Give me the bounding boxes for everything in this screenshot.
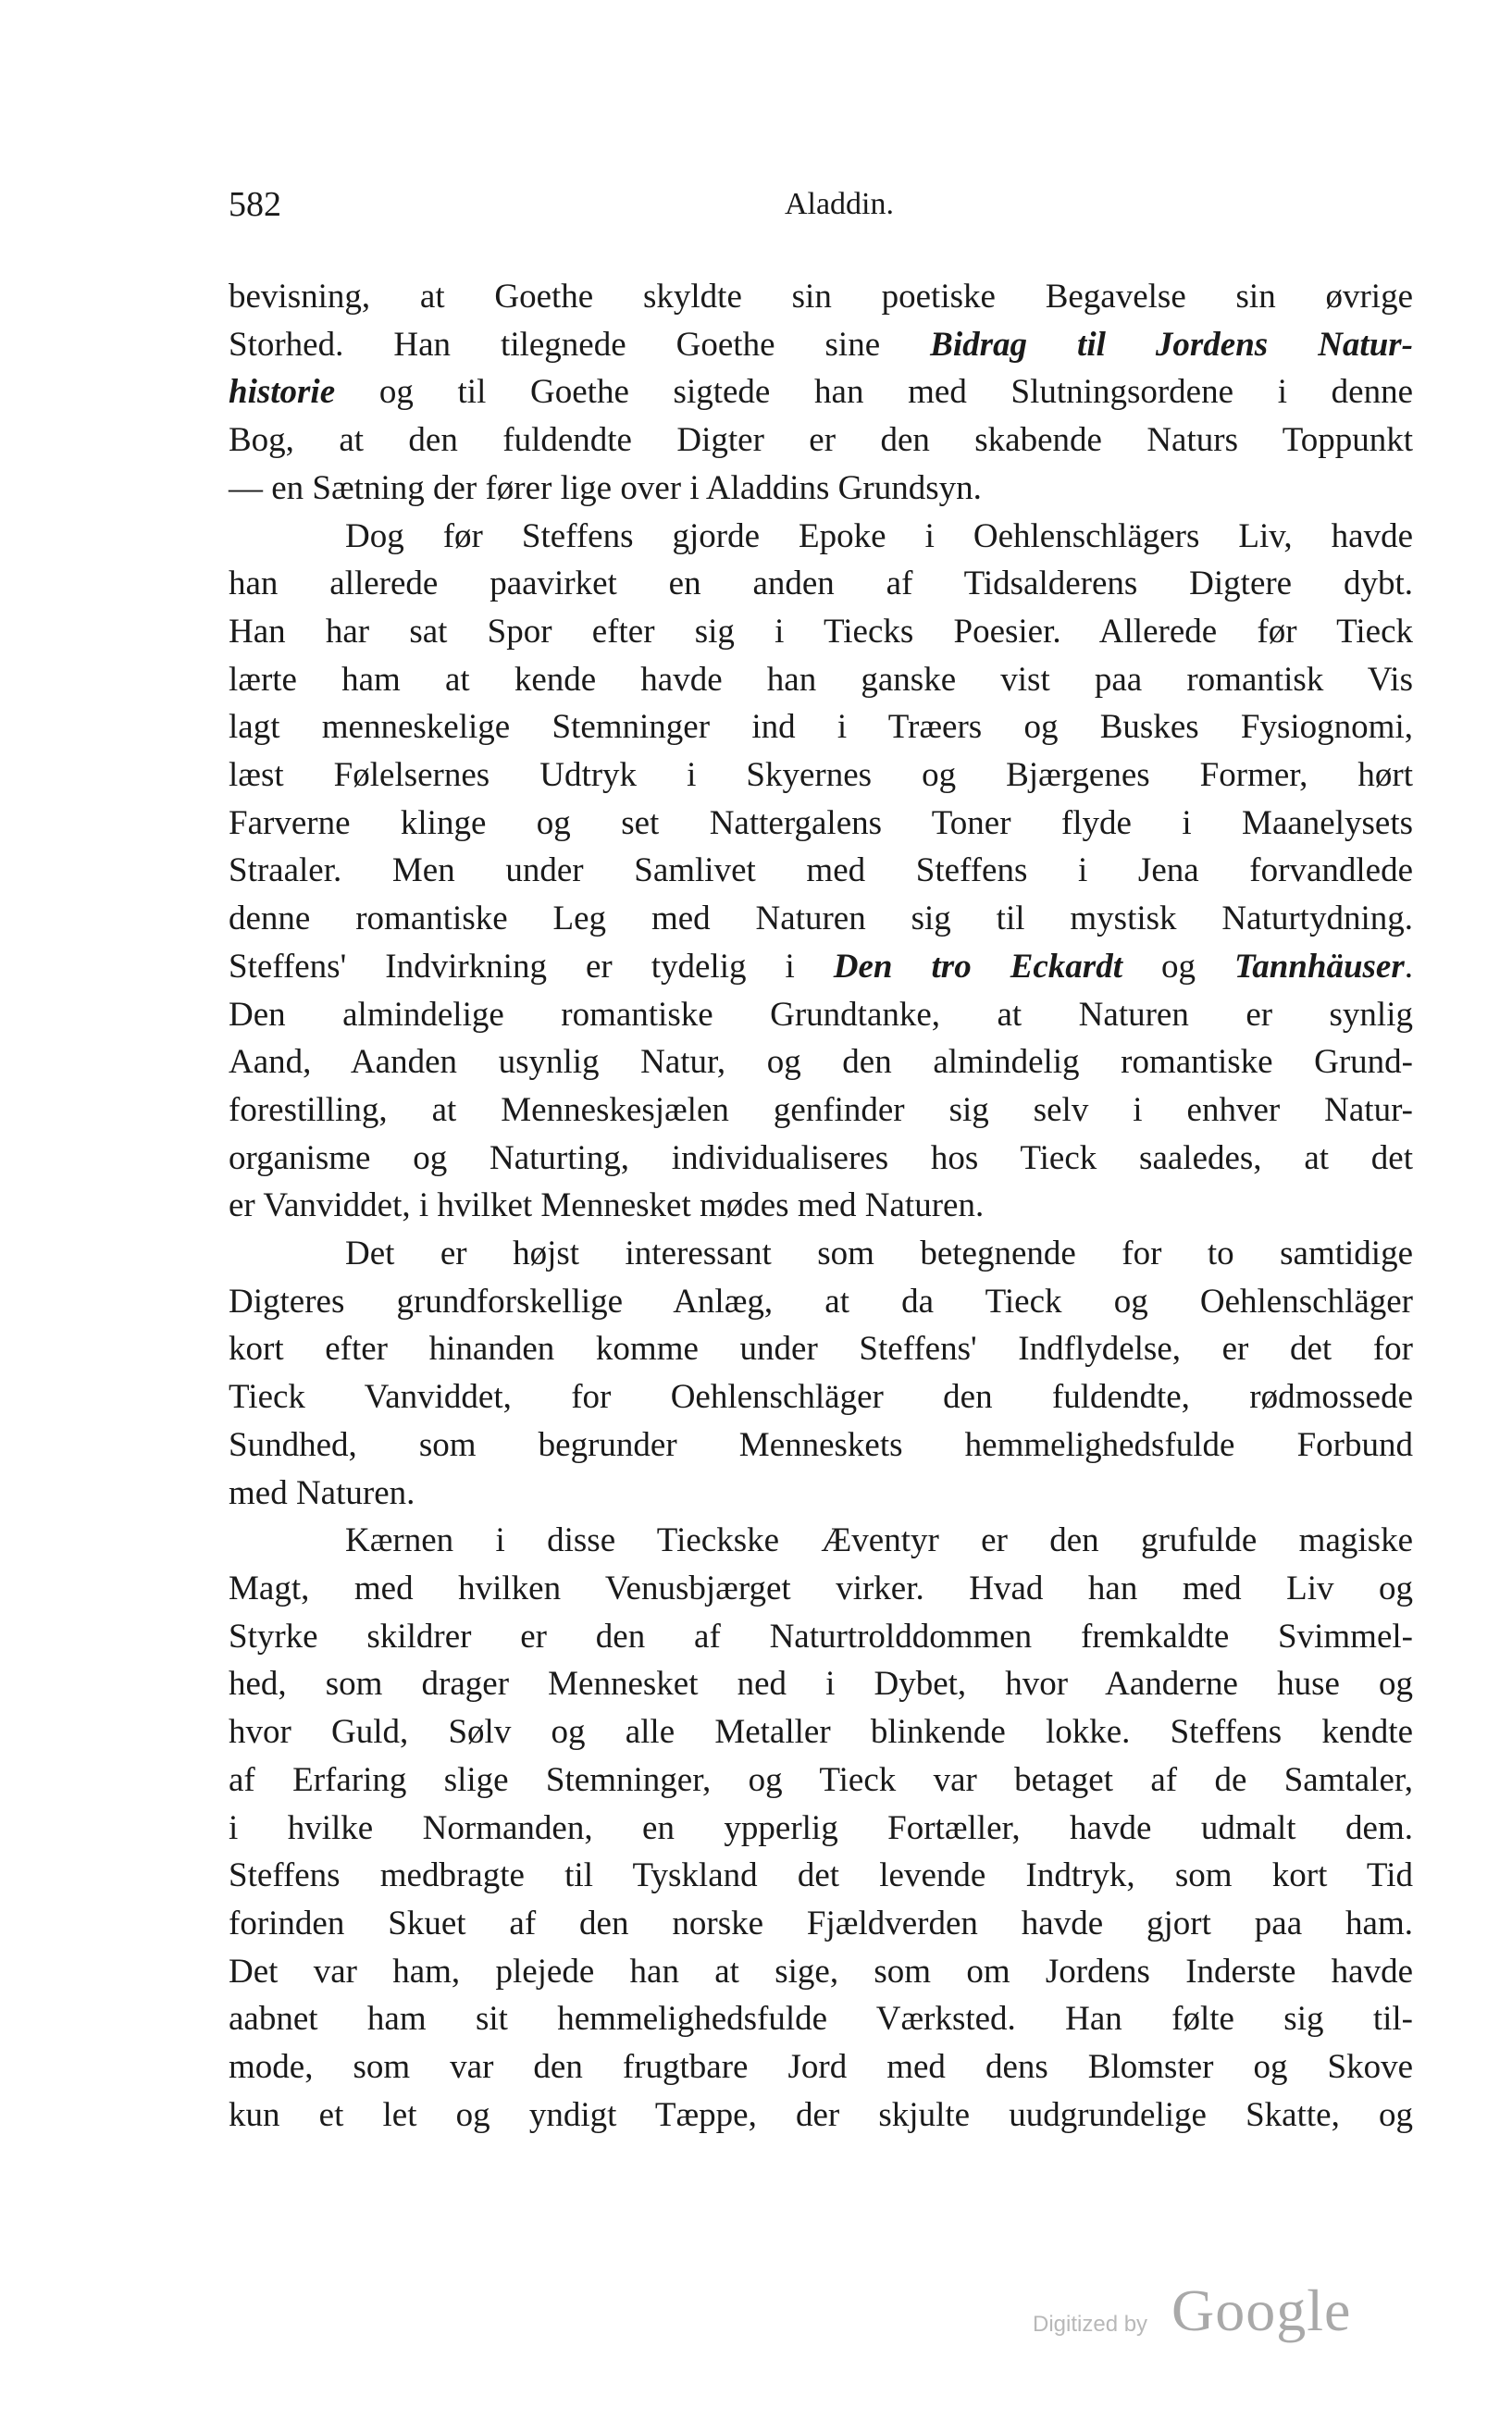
text-line: mode, som var den frugtbare Jord med dens Blomster og Skove bbox=[229, 2048, 1413, 2087]
text-line: af Erfaring slige Stemninger, og Tieck var betaget af de Samtaler, bbox=[229, 1760, 1413, 1799]
text-line: Tieck Vanviddet, for Oehlenschläger den fuldendte, rødmossede bbox=[229, 1378, 1413, 1417]
page-header bbox=[229, 181, 1413, 228]
text-fragment: Steffens' Indvirkning er tydelig i bbox=[229, 947, 834, 986]
text-line bbox=[229, 943, 1413, 991]
digitized-watermark bbox=[1033, 2277, 1366, 2351]
text-line: Den almindelige romantiske Grundtanke, at Naturen er synlig bbox=[229, 995, 1413, 1034]
text-line: Han har sat Spor efter sig i Tiecks Poesier. Allerede før Tieck bbox=[229, 612, 1413, 651]
text-line: Bog, at den fuldendte Digter er den skabende Naturs Toppunkt bbox=[229, 421, 1413, 460]
text-fragment: og til Goethe sigtede han med Slutningsordene i denne bbox=[335, 373, 1413, 412]
text-line: organisme og Naturting, individualiseres hos Tieck saaledes, at det bbox=[229, 1138, 1413, 1177]
text-line: lærte ham at kende havde han ganske vist paa romantisk Vis bbox=[229, 660, 1413, 699]
text-line: Det er højst interessant som betegnende for to samtidige bbox=[345, 1235, 1413, 1273]
text-fragment: og bbox=[1122, 947, 1235, 986]
text-line: forestilling, at Menneskesjælen genfinder sig selv i enhver Natur- bbox=[229, 1090, 1413, 1129]
text-line: hed, som drager Mennesket ned i Dybet, hvor Aanderne huse og bbox=[229, 1665, 1413, 1704]
text-line: hvor Guld, Sølv og alle Metaller blinkende lokke. Steffens kendte bbox=[229, 1713, 1413, 1752]
text-line: Det var ham, plejede han at sige, som om Jordens Inderste havde bbox=[229, 1952, 1413, 1991]
text-line: Magt, med hvilken Venusbjærget virker. Hvad han med Liv og bbox=[229, 1569, 1413, 1607]
text-line: med Naturen. bbox=[229, 1473, 415, 1512]
italic-work-title: Tannhäuser bbox=[1234, 947, 1405, 986]
text-line: Straaler. Men under Samlivet med Steffens i Jena forvandlede bbox=[229, 851, 1413, 890]
text-line: aabnet ham sit hemmelighedsfulde Værksted. Han følte sig til- bbox=[229, 2000, 1413, 2039]
text-line: læst Følelsernes Udtryk i Skyernes og Bjærgenes Former, hørt bbox=[229, 756, 1413, 795]
digitized-by-label: Digitized by bbox=[1033, 2312, 1148, 2337]
italic-work-title: Den tro Eckardt bbox=[833, 947, 1122, 986]
text-line: Aand, Aanden usynlig Natur, og den almindelig romantiske Grund- bbox=[229, 1043, 1413, 1082]
text-line: denne romantiske Leg med Naturen sig til mystisk Naturtydning. bbox=[229, 900, 1413, 938]
text-fragment: Storhed. Han tilegnede Goethe sine bbox=[229, 325, 931, 364]
google-logo: Google bbox=[1171, 2277, 1352, 2343]
text-line: kun et let og yndigt Tæppe, der skjulte uudgrundelige Skatte, og bbox=[229, 2095, 1413, 2134]
text-line: lagt menneskelige Stemninger ind i Træers og Buskes Fysiognomi, bbox=[229, 708, 1413, 747]
text-line: Digteres grundforskellige Anlæg, at da Tieck og Oehlenschläger bbox=[229, 1282, 1413, 1321]
running-title: Aladdin. bbox=[784, 187, 895, 221]
text-line: — en Sætning der fører lige over i Aladdins Grundsyn. bbox=[229, 468, 982, 507]
text-line: bevisning, at Goethe skyldte sin poetiske Begavelse sin øvrige bbox=[229, 278, 1413, 316]
text-line: Dog før Steffens gjorde Epoke i Oehlenschlägers Liv, havde bbox=[345, 516, 1413, 555]
text-line: han allerede paavirket en anden af Tidsalderens Digtere dybt. bbox=[229, 565, 1413, 603]
text-line: Steffens medbragte til Tyskland det levende Indtryk, som kort Tid bbox=[229, 1856, 1413, 1895]
text-line: kort efter hinanden komme under Steffens' Indflydelse, er det for bbox=[229, 1330, 1413, 1369]
body-text bbox=[229, 273, 1413, 2139]
text-fragment: . bbox=[1404, 947, 1414, 986]
italic-title: Bidrag til Jordens Natur- bbox=[930, 325, 1414, 364]
text-line bbox=[229, 368, 1413, 416]
page-number: 582 bbox=[229, 185, 281, 224]
text-line bbox=[229, 321, 1413, 369]
text-line: Sundhed, som begrunder Menneskets hemmelighedsfulde Forbund bbox=[229, 1425, 1413, 1464]
text-line: er Vanviddet, i hvilket Mennesket mødes med Naturen. bbox=[229, 1186, 985, 1225]
italic-title-continued: historie bbox=[229, 373, 336, 412]
text-line: Farverne klinge og set Nattergalens Toner flyde i Maanelysets bbox=[229, 803, 1413, 842]
text-line: i hvilke Normanden, en ypperlig Fortæller, havde udmalt dem. bbox=[229, 1808, 1413, 1847]
text-line: Kærnen i disse Tieckske Æventyr er den grufulde magiske bbox=[345, 1521, 1413, 1560]
text-line: forinden Skuet af den norske Fjældverden havde gjort paa ham. bbox=[229, 1904, 1413, 1942]
text-line: Styrke skildrer er den af Naturtrolddommen fremkaldte Svimmel- bbox=[229, 1617, 1413, 1656]
